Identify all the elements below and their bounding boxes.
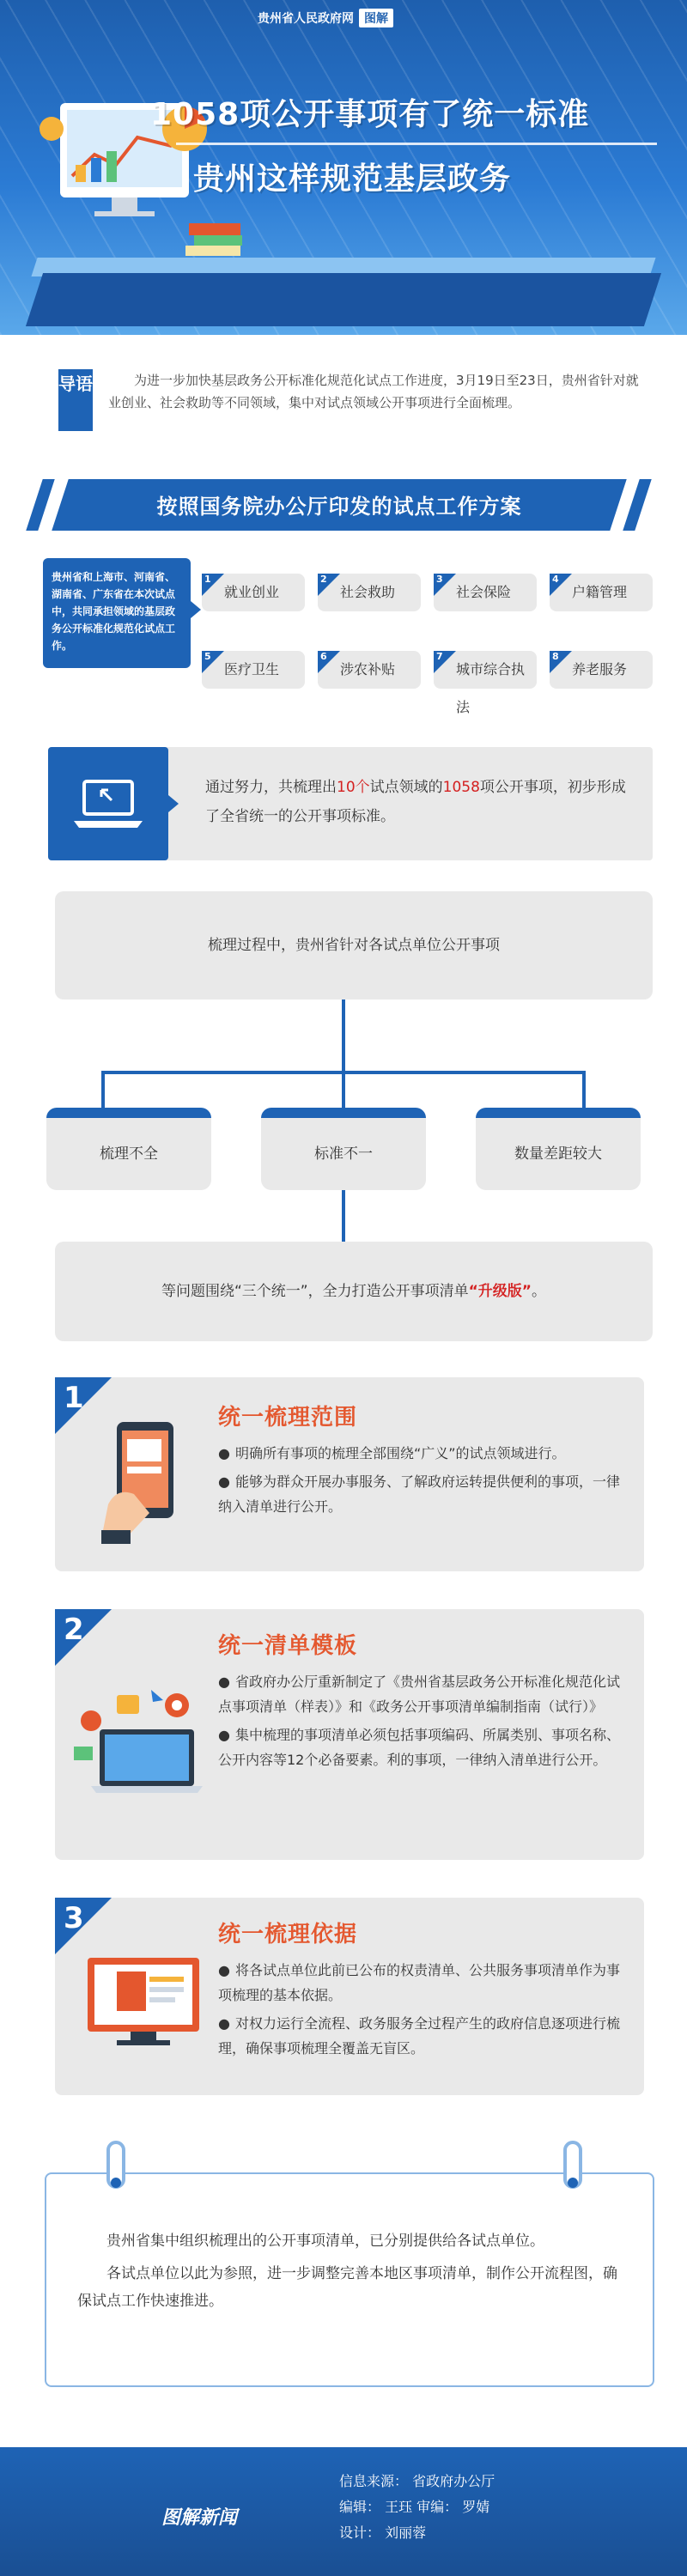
field-item (550, 574, 653, 611)
card-body (218, 1669, 629, 1776)
flow-result-highlight: “升级版” (468, 1283, 532, 1300)
card-bullet (218, 1669, 629, 1719)
bullet-icon: ● (218, 2015, 230, 2032)
monitor-document-icon (79, 1954, 208, 2049)
field-item (550, 651, 653, 689)
brand-bar (258, 5, 393, 31)
field-number: 6 (320, 651, 327, 662)
card-title: 统一梳理范围 (218, 1405, 358, 1431)
card-title: 统一清单模板 (218, 1633, 358, 1659)
bullet-icon: ● (218, 1473, 230, 1490)
field-number: 3 (436, 574, 443, 585)
bullet-text: 能够为群众开展办事服务、了解政府运转提供便利的事项，一律纳入清单进行公开。 (218, 1473, 620, 1515)
card-number: 1 (64, 1381, 84, 1415)
credit-source: 信息来源： 省政府办公厅 (339, 2473, 495, 2489)
field-number: 8 (552, 651, 559, 662)
measure-card (55, 1609, 644, 1860)
card-bullet (218, 1722, 629, 1772)
intro-badge: 导语 (58, 369, 93, 431)
bullet-icon: ● (218, 1962, 230, 1978)
credit-design: 设计： 刘丽蓉 (339, 2524, 427, 2541)
stat-arrow-icon (168, 795, 179, 812)
flow-connector (342, 999, 345, 1072)
field-item (318, 651, 421, 689)
header-platform (26, 273, 661, 326)
summary-text (77, 2227, 627, 2320)
flow-intro-box: 梳理过程中，贵州省针对各试点单位公开事项 (55, 891, 653, 999)
flow-connector (342, 1190, 345, 1242)
card-title: 统一梳理依据 (218, 1922, 358, 1947)
card-number: 2 (64, 1613, 84, 1647)
stat-field-count: 10个 (337, 779, 370, 796)
flow-problem-node: 梳理不全 (46, 1108, 211, 1190)
intro-text: 为进一步加快基层政务公开标准化规范化试点工作进度，3月19日至23日，贵州省针对就业创业、社会救助等不同领域，集中对试点领域公开事项进行全面梳理。 (108, 373, 639, 410)
footer-logo: 图解新闻 (161, 2507, 238, 2529)
card-bullet (218, 1958, 629, 2008)
field-label: 养老服务 (572, 661, 628, 677)
binder-hole-icon (568, 2178, 578, 2188)
card-bullet (218, 2011, 629, 2061)
flow-result-text: 等问题围绕“三个统一”，全力打造公开事项清单 (161, 1283, 469, 1300)
header-banner (0, 0, 687, 335)
field-number: 7 (436, 651, 443, 662)
pilot-arrow-icon (191, 601, 201, 618)
card-bullet (218, 1441, 629, 1466)
field-label: 户籍管理 (572, 584, 628, 600)
flow-connector (342, 1071, 345, 1109)
banner-slash-right (623, 479, 651, 531)
field-label: 涉农补贴 (340, 661, 396, 677)
field-item (434, 574, 537, 611)
card-number: 3 (64, 1901, 84, 1935)
card-body (218, 1958, 629, 2064)
brand-tag: 图解 (359, 9, 393, 27)
measure-card (55, 1898, 644, 2095)
footer-credits (339, 2469, 495, 2546)
field-item (202, 651, 305, 689)
main-title-line1: 1058项公开事项有了统一标准 (150, 97, 590, 132)
field-label: 城市综合执法 (456, 661, 526, 715)
stat-text-post: 项公开事项，初步形成了全省统一的公开事项标准。 (205, 779, 626, 825)
flow-result-end: 。 (531, 1283, 546, 1300)
bullet-text: 集中梳理的事项清单必须包括事项编码、所属类别、事项名称、公开内容等12个必备要素。利的事项，一律纳入清单进行公开。 (218, 1727, 620, 1768)
field-number: 5 (204, 651, 211, 662)
flow-connector (582, 1071, 586, 1109)
smartphone-icon (100, 1419, 194, 1547)
field-label: 就业创业 (224, 584, 280, 600)
card-bullet (218, 1469, 629, 1519)
bullet-icon: ● (218, 1445, 230, 1461)
stat-item-count: 1058 (442, 779, 480, 796)
bullet-text: 将各试点单位此前已公布的权责清单、公共服务事项清单作为事项梳理的基本依据。 (218, 1962, 620, 2003)
stat-text-mid: 试点领域的 (369, 779, 443, 796)
flow-problem-node: 数量差距较大 (476, 1108, 641, 1190)
field-item (318, 574, 421, 611)
field-label: 社会保险 (456, 584, 512, 600)
measure-card (55, 1377, 644, 1571)
laptop-icon (48, 747, 168, 860)
field-label: 医疗卫生 (224, 661, 280, 677)
bullet-icon: ● (218, 1727, 230, 1743)
bullet-text: 省政府办公厅重新制定了《贵州省基层政务公开标准化规范化试点事项清单（样表）》和《政务公开事项清单编制指南（试行）》 (218, 1674, 620, 1715)
summary-paragraph: 贵州省集中组织梳理出的公开事项清单，已分别提供给各试点单位。 (106, 2233, 544, 2250)
flow-connector (101, 1071, 105, 1109)
main-title-line2: 贵州这样规范基层政务 (193, 161, 512, 197)
flow-problem-node: 标准不一 (261, 1108, 426, 1190)
laptop-shopping-icon (74, 1686, 211, 1798)
field-number: 1 (204, 574, 211, 585)
field-number: 4 (552, 574, 559, 585)
flow-result-box (55, 1242, 653, 1341)
summary-paragraph: 各试点单位以此为参照，进一步调整完善本地区事项清单，制作公开流程图，确保试点工作快速推进。 (77, 2265, 617, 2310)
banner-slash-left (26, 479, 54, 531)
field-item (202, 574, 305, 611)
stat-text-pre: 通过努力，共梳理出 (205, 779, 337, 796)
field-number: 2 (320, 574, 327, 585)
field-label: 社会救助 (340, 584, 396, 600)
credit-editors: 编辑： 王珏 审编： 罗婧 (339, 2499, 490, 2515)
bullet-icon: ● (218, 1674, 230, 1690)
field-item (434, 651, 537, 715)
pilot-description: 贵州省和上海市、河南省、湖南省、广东省在本次试点中，共同承担领域的基层政务公开标准化规范化试点工作。 (43, 558, 191, 668)
stat-icon-panel (48, 747, 168, 860)
section-banner-title: 按照国务院办公厅印发的试点工作方案 (156, 495, 522, 519)
stat-text (205, 773, 635, 831)
bullet-text: 对权力运行全流程、政务服务全过程产生的政府信息逐项进行梳理，确保事项梳理全覆盖无盲区。 (218, 2015, 620, 2057)
bullet-text: 明确所有事项的梳理全部围绕“广义”的试点领域进行。 (234, 1445, 566, 1461)
title-divider (176, 143, 657, 145)
card-body (218, 1441, 629, 1522)
stat-box (48, 747, 653, 860)
brand-name: 贵州省人民政府网 (258, 12, 354, 26)
binder-hole-icon (111, 2178, 121, 2188)
